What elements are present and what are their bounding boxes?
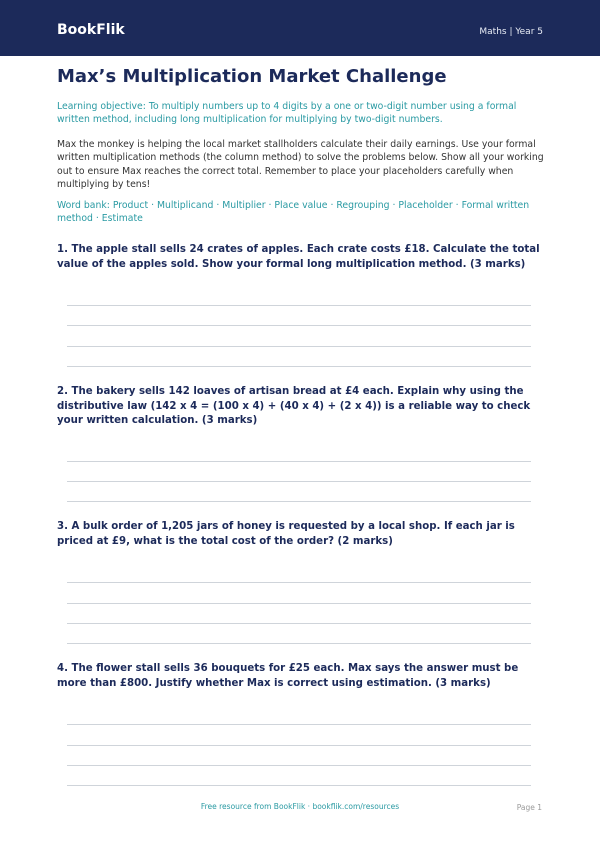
answer-line[interactable] [67,643,531,644]
learning-objective: Learning objective: To multiply numbers up to 4 digits by a one or two-digit number using a formal written method, including long multiplication for multiplying by two-digit numbers. [57,101,517,125]
answer-line[interactable] [67,745,531,746]
answer-line[interactable] [67,501,531,502]
answer-line[interactable] [67,461,531,462]
question-2: 2. The bakery sells 142 loaves of artisan bread at £4 each. Explain why using the distributive law (142 x 4 = (100 x 4) + (40 x 4) + (2 x 4)) is a reliable way to check your written calculation. (3 marks) [57,386,531,426]
answer-line[interactable] [67,623,531,624]
brand-logo[interactable]: BookFlik [57,22,125,38]
answer-line[interactable] [67,724,531,725]
answer-line[interactable] [67,481,531,482]
answer-line[interactable] [67,765,531,766]
page-number: Page 1 [516,803,542,812]
question-1: 1. The apple stall sells 24 crates of apples. Each crate costs £18. Calculate the total value of the apples sold. Show your formal long multiplication method. (3 marks) [57,244,540,270]
question-3: 3. A bulk order of 1,205 jars of honey is requested by a local shop. If each jar is priced at £9, what is the total cost of the order? (2 marks) [57,521,515,547]
subject-label: Maths | Year 5 [479,27,543,37]
answer-line[interactable] [67,325,531,326]
answer-line[interactable] [67,366,531,367]
page-title: Max’s Multiplication Market Challenge [57,66,447,87]
answer-line[interactable] [67,785,531,786]
footer-link[interactable]: Free resource from BookFlik · bookflik.com/resources [200,802,400,811]
answer-line[interactable] [67,582,531,583]
word-bank: Word bank: Product · Multiplicand · Multiplier · Place value · Regrouping · Placeholder · Formal written method · Estimate [57,200,530,224]
answer-line[interactable] [67,346,531,347]
answer-line[interactable] [67,305,531,306]
intro-paragraph: Max the monkey is helping the local market stallholders calculate their daily earnings. Use your formal written multiplication methods (the column method) to solve the problems below. Show all your working out to ensure Max reaches the correct total. Remember to place your placeholders carefully when multiplying by tens! [57,139,544,191]
question-4: 4. The flower stall sells 36 bouquets for £25 each. Max says the answer must be more than £800. Justify whether Max is correct using estimation. (3 marks) [57,663,519,689]
answer-line[interactable] [67,603,531,604]
header-bar [0,0,600,56]
